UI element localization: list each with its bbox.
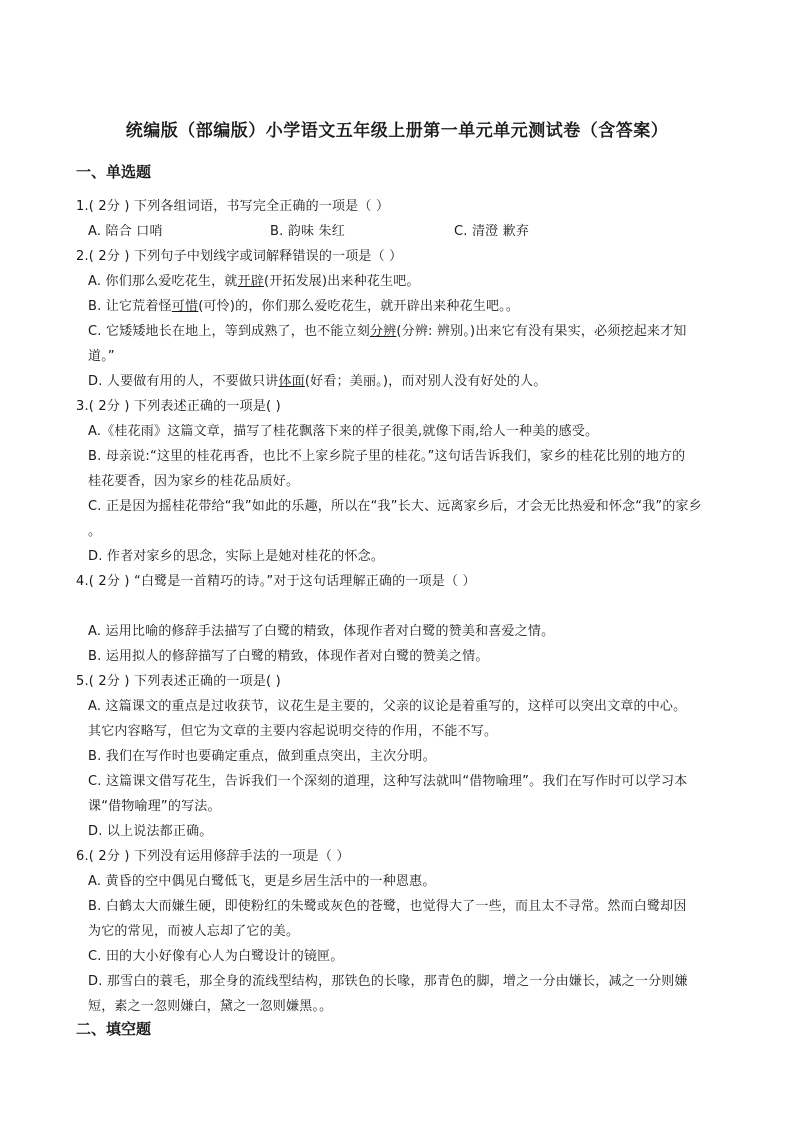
question-5-option-d: D. 以上说法都正确。 xyxy=(88,824,213,839)
question-3-option-a: A.《桂花雨》这篇文章，描写了桂花飘落下来的样子很美,就像下雨,给人一种美的感受。 xyxy=(88,424,599,439)
question-6-option-b-continued: 为它的常见，而被人忘却了它的美。 xyxy=(88,924,300,939)
question-4-option-a: A. 运用比喻的修辞手法描写了白鹭的精致，体现作者对白鹭的赞美和喜爱之情。 xyxy=(88,624,555,639)
question-3-option-c-continued: 。 xyxy=(88,524,102,539)
question-5-option-b: B. 我们在写作时也要确定重点，做到重点突出，主次分明。 xyxy=(88,749,436,764)
question-4-option-b: B. 运用拟人的修辞描写了白鹭的精致，体现作者对白鹭的赞美之情。 xyxy=(88,649,489,664)
document-title: 统编版（部编版）小学语文五年级上册第一单元单元测试卷（含答案） xyxy=(125,121,669,141)
question-1-option-a: A. 陪合 口哨 xyxy=(88,224,163,239)
question-1-stem: 1.( 2分 ) 下列各组词语，书写完全正确的一项是（ ） xyxy=(76,199,390,214)
question-3-option-c: C. 正是因为摇桂花带给“我”如此的乐趣，所以在“我”长大、远离家乡后，才会无比热爱和怀念“我”的家乡 xyxy=(88,499,702,514)
underlined-word: 开辟 xyxy=(237,274,264,289)
option-text: A. 你们那么爱吃花生，就 xyxy=(88,274,238,289)
option-text: (分辨: 辨别。)出来它有没有果实，必须挖起来才知 xyxy=(396,324,687,339)
section-heading-fill-blank: 二、填空题 xyxy=(76,1020,152,1038)
question-5-option-a-continued: 其它内容略写，但它为文章的主要内容起说明交待的作用，不能不写。 xyxy=(88,724,498,739)
option-text: D. 人要做有用的人，不要做只讲 xyxy=(88,374,279,389)
question-6-option-d-continued: 短，素之一忽则嫌白，黛之一忽则嫌黑。。 xyxy=(88,999,333,1014)
section-heading-single-choice: 一、单选题 xyxy=(76,163,152,181)
question-3-option-b: B. 母亲说:“这里的桂花再香，也比不上家乡院子里的桂花。”这句话告诉我们，家乡的桂花比别的地方的 xyxy=(88,449,686,464)
question-1-option-c: C. 清澄 歉弃 xyxy=(454,224,530,239)
question-2-option-b xyxy=(88,295,519,314)
question-5-option-a: A. 这篇课文的重点是过收获节，议花生是主要的，父亲的议论是着重写的，这样可以突出文章的中心。 xyxy=(88,699,687,714)
underlined-word: 体面 xyxy=(278,374,305,389)
question-3-stem: 3.( 2分 ) 下列表述正确的一项是( ) xyxy=(76,399,281,414)
question-5-option-c: C. 这篇课文借写花生，告诉我们一个深刻的道理，这种写法就叫“借物喻理”。我们在写作时可以学习本 xyxy=(88,774,688,789)
question-4-stem: 4.( 2分 ) “白鹭是一首精巧的诗。”对于这句话理解正确的一项是（ ） xyxy=(76,574,476,589)
question-2-option-c xyxy=(88,320,687,339)
question-6-stem: 6.( 2分 ) 下列没有运用修辞手法的一项是（ ） xyxy=(76,849,350,864)
option-text: (开拓发展)出来种花生吧。 xyxy=(263,274,420,289)
option-text: (可怜)的，你们那么爱吃花生，就开辟出来种花生吧。。 xyxy=(198,299,520,314)
option-text: B. 让它荒着怪 xyxy=(88,299,172,314)
underlined-word: 分辨 xyxy=(369,324,397,339)
question-6-option-c: C. 田的大小好像有心人为白鹭设计的镜匣。 xyxy=(88,949,344,964)
question-3-option-b-continued: 桂花要香，因为家乡的桂花品质好。 xyxy=(88,474,300,489)
question-5-option-c-continued: 课“借物喻理”的写法。 xyxy=(88,799,221,814)
underlined-word: 可惜 xyxy=(171,299,199,314)
question-2-option-c-continued: 道。” xyxy=(88,349,115,364)
question-2-option-d xyxy=(88,370,547,389)
question-2-option-a xyxy=(88,270,420,289)
option-text: (好看；美丽。)，而对别人没有好处的人。 xyxy=(304,374,547,389)
question-6-option-d: D. 那雪白的蓑毛，那全身的流线型结构，那铁色的长喙，那青色的脚，增之一分由嫌长，减之一分则嫌 xyxy=(88,974,688,989)
question-3-option-d: D. 作者对家乡的思念，实际上是她对桂花的怀念。 xyxy=(88,549,385,564)
question-5-stem: 5.( 2分 ) 下列表述正确的一项是( ) xyxy=(76,674,281,689)
question-6-option-a: A. 黄昏的空中偶见白鹭低飞，更是乡居生活中的一种恩惠。 xyxy=(88,874,436,889)
question-1-option-b: B. 韵味 朱红 xyxy=(270,224,345,239)
question-2-stem: 2.( 2分 ) 下列句子中划线字或词解释错误的一项是（ ） xyxy=(76,249,403,264)
option-text: C. 它矮矮地长在地上，等到成熟了，也不能立刻 xyxy=(88,324,370,339)
question-6-option-b: B. 白鹤太大而嫌生硬，即使粉红的朱鹭或灰色的苍鹭，也觉得大了一些，而且太不寻常。然而白鹭却因 xyxy=(88,899,687,914)
